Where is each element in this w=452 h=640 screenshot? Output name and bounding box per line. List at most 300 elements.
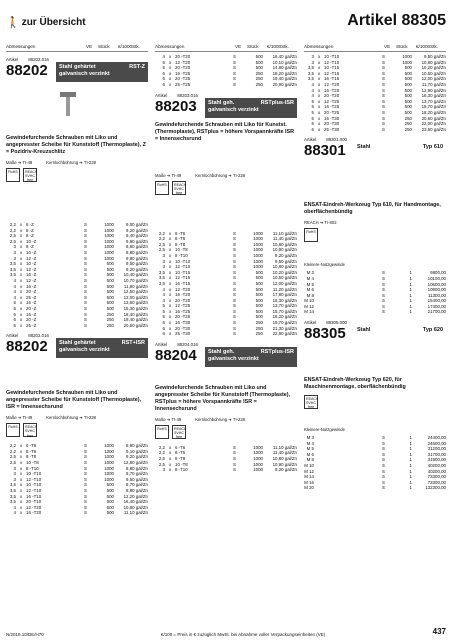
table-cell: S bbox=[382, 115, 385, 121]
table-cell: 1 bbox=[409, 479, 412, 485]
table-cell: x bbox=[20, 493, 23, 499]
table-cell: 20 -T20 bbox=[175, 297, 191, 303]
table-cell: 12 -T20 bbox=[175, 286, 191, 292]
table-row bbox=[155, 467, 297, 473]
table-cell: 1 bbox=[409, 485, 412, 491]
product-number: 88202 bbox=[6, 62, 48, 79]
table-cell: S bbox=[382, 281, 385, 287]
table-cell: M 10 bbox=[304, 463, 314, 469]
table-cell: x bbox=[20, 482, 23, 488]
table-cell: 6 bbox=[162, 76, 165, 82]
table-cell: 11300,00 bbox=[428, 292, 446, 298]
price-table-2 bbox=[155, 445, 297, 473]
table-cell: x bbox=[20, 510, 23, 516]
table-cell: 15400,00 bbox=[427, 298, 446, 304]
table-cell: 1 bbox=[409, 468, 412, 474]
table-cell: 17400,00 bbox=[427, 303, 446, 309]
table-cell: S bbox=[84, 454, 87, 460]
table-cell: S bbox=[233, 292, 236, 298]
table-cell: x bbox=[20, 222, 23, 227]
table-cell: 8,90 gal/Zn bbox=[126, 443, 148, 449]
table-cell: 25 -Z bbox=[26, 294, 37, 300]
table-cell: 5 bbox=[311, 98, 314, 104]
table-cell: 16 -Z bbox=[26, 300, 37, 306]
table-cell: 18,20 gal/Zn bbox=[272, 314, 297, 320]
table-cell: x bbox=[318, 70, 321, 76]
table-cell: 11,70 gal/Zn bbox=[421, 81, 446, 87]
subheading: Kleinere-Nutzgewinde bbox=[304, 427, 345, 433]
table-cell: 6 bbox=[13, 322, 16, 328]
table-cell: 6 bbox=[162, 81, 165, 87]
price-table-2 bbox=[304, 435, 446, 491]
table-cell: x bbox=[169, 269, 172, 275]
table-cell: 20 -T25 bbox=[324, 109, 340, 115]
table-cell: 10 -Z bbox=[26, 261, 37, 267]
table-cell: S bbox=[233, 314, 236, 320]
product-number: 88305 bbox=[304, 325, 346, 343]
table-cell: S bbox=[382, 463, 385, 469]
table-cell: 25 -T30 bbox=[324, 126, 340, 132]
table-cell: S bbox=[233, 331, 236, 337]
table-cell: x bbox=[169, 456, 172, 462]
table-cell: 10100,00 bbox=[427, 275, 446, 281]
table-cell: 500 bbox=[255, 286, 263, 292]
table-cell: x bbox=[169, 264, 172, 270]
table-cell: 1000 bbox=[104, 222, 114, 227]
table-cell: 1 bbox=[409, 281, 412, 287]
table-cell: S bbox=[382, 121, 385, 127]
table-cell: S bbox=[84, 322, 87, 328]
table-cell: M 10 bbox=[304, 298, 314, 304]
table-cell: 8 -T6 bbox=[26, 448, 37, 454]
table-cell: 500 bbox=[106, 305, 114, 311]
table-cell: 500 bbox=[106, 504, 114, 510]
table-cell: 1000 bbox=[104, 244, 114, 250]
table-cell: x bbox=[20, 454, 23, 460]
table-cell: S bbox=[84, 294, 87, 300]
table-cell: 500 bbox=[404, 104, 412, 110]
table-cell: x bbox=[169, 314, 172, 320]
table-cell: 16 -T10 bbox=[26, 493, 42, 499]
table-cell: 1000 bbox=[253, 264, 263, 270]
dimensions-link[interactable]: Maße ➔ TI-49 bbox=[6, 160, 33, 165]
table-cell: 10,40 gal/Zn bbox=[123, 272, 148, 278]
table-cell: 8 -Z bbox=[26, 233, 34, 239]
table-cell: 500 bbox=[106, 294, 114, 300]
table-cell: 9,20 gal/Zn bbox=[275, 467, 297, 473]
table-cell: 20 -T30 bbox=[324, 121, 340, 127]
table-cell: 250 bbox=[106, 322, 114, 328]
table-cell: x bbox=[318, 59, 321, 65]
table-cell: 8,70 gal/Zn bbox=[126, 471, 148, 477]
table-cell: 8 -T8 bbox=[175, 456, 186, 462]
table-cell: 20 -T25 bbox=[175, 76, 191, 82]
table-cell: 6 bbox=[162, 325, 165, 331]
table-cell: 8 -Z bbox=[26, 244, 34, 250]
table-cell: x bbox=[20, 277, 23, 283]
table-cell: 31700,00 bbox=[427, 451, 446, 457]
table-cell: 2,2 bbox=[158, 236, 165, 242]
table-cell: 1 bbox=[409, 463, 412, 469]
table-cell: S bbox=[84, 300, 87, 306]
table-cell: 10,20 gal/Zn bbox=[421, 65, 446, 71]
table-cell: 500 bbox=[255, 275, 263, 281]
table-cell: 73300,00 bbox=[427, 479, 446, 485]
table-cell: 12 -T10 bbox=[324, 59, 340, 65]
table-cell: x bbox=[169, 467, 172, 473]
table-cell: 5 bbox=[311, 109, 314, 115]
table-cell: 23,50 gal/Zn bbox=[421, 126, 446, 132]
table-cell: 2,5 bbox=[9, 460, 16, 466]
table-cell: 8 -T10 bbox=[26, 465, 39, 471]
table-cell: S bbox=[382, 457, 385, 463]
table-cell: x bbox=[318, 104, 321, 110]
pilot-hole-link[interactable]: Kernlochbohrung ➔ TI-228 bbox=[46, 160, 97, 165]
table-cell: M 6 bbox=[306, 451, 314, 457]
table-cell: 11,10 gal/Zn bbox=[272, 230, 297, 236]
table-cell: 5 bbox=[13, 300, 16, 306]
table-cell: 16 -T30 bbox=[324, 115, 340, 121]
table-cell: 16,40 gal/Zn bbox=[123, 499, 148, 505]
table-cell: 24600,00 bbox=[427, 440, 446, 446]
table-cell: S bbox=[233, 297, 236, 303]
table-cell: S bbox=[382, 93, 385, 99]
table-cell: 3 bbox=[162, 264, 165, 270]
table-cell: 8,80 gal/Zn bbox=[126, 465, 148, 471]
table-cell: 1000 bbox=[253, 241, 263, 247]
table-cell: 1 bbox=[409, 292, 412, 298]
table-cell: S bbox=[84, 277, 87, 283]
rohs-icon: RoHS bbox=[6, 423, 20, 437]
table-cell: x bbox=[169, 65, 172, 71]
table-cell: S bbox=[84, 238, 87, 244]
table-cell: x bbox=[20, 283, 23, 289]
table-cell: 16 -T20 bbox=[324, 87, 340, 93]
table-cell: 500 bbox=[106, 289, 114, 295]
table-cell: 22,90 gal/Zn bbox=[272, 331, 297, 337]
table-cell: 4 bbox=[311, 81, 314, 87]
table-cell: x bbox=[318, 87, 321, 93]
table-cell: S bbox=[233, 247, 236, 253]
subheading: Kleinere-Nutzgewinde bbox=[304, 262, 345, 268]
screw-image bbox=[6, 86, 148, 122]
table-cell: 4 bbox=[162, 292, 165, 298]
table-cell: x bbox=[169, 444, 172, 450]
reach-link[interactable]: REACH ➔ TI-802 bbox=[304, 220, 337, 226]
table-cell: 250 bbox=[255, 325, 263, 331]
back-label: zur Übersicht bbox=[21, 17, 86, 28]
table-cell: S bbox=[382, 59, 385, 65]
table-cell: 24400,00 bbox=[427, 435, 446, 441]
table-cell: 3 bbox=[13, 255, 16, 261]
table-cell: S bbox=[233, 54, 236, 59]
table-cell: 500 bbox=[255, 54, 263, 59]
table-cell: S bbox=[382, 87, 385, 93]
table-cell: 500 bbox=[255, 297, 263, 303]
table-cell: x bbox=[20, 266, 23, 272]
table-cell: 40200,00 bbox=[427, 463, 446, 469]
table-cell: 10,90 gal/Zn bbox=[272, 461, 297, 467]
table-cell: S bbox=[382, 468, 385, 474]
page-title: Artikel 88305 bbox=[347, 12, 446, 29]
table-cell: 6 bbox=[162, 331, 165, 337]
table-cell: 500 bbox=[404, 81, 412, 87]
table-cell: 12 -T10 bbox=[26, 476, 42, 482]
table-cell: x bbox=[169, 230, 172, 236]
table-cell: x bbox=[20, 244, 23, 250]
table-cell: 16 -Z bbox=[26, 311, 37, 317]
table-cell: 3 bbox=[162, 252, 165, 258]
table-cell: M 4 bbox=[306, 275, 314, 281]
product-number: 88202 bbox=[6, 338, 48, 356]
product-description: ENSAT-Eindreh-Werkzeug Typ 620, für Maschinenmontage, oberflächenbündig bbox=[304, 377, 406, 391]
table-cell: x bbox=[20, 294, 23, 300]
table-cell: 4 bbox=[162, 54, 165, 59]
table-cell: 9,20 gal/Zn bbox=[126, 227, 148, 233]
product-number: 88301 bbox=[304, 142, 346, 160]
table-cell: 10 -T8 bbox=[175, 247, 188, 253]
table-cell: 10600,00 bbox=[427, 281, 446, 287]
reach-icon: REACh SVHC free bbox=[25, 170, 37, 183]
table-cell: 6 bbox=[162, 320, 165, 326]
table-cell: 3,5 bbox=[9, 261, 16, 267]
dimensions-link[interactable]: Maße ➔ TI-49 bbox=[6, 415, 33, 421]
table-cell: 1000 bbox=[104, 448, 114, 454]
product-number: 88203 bbox=[155, 97, 197, 115]
table-cell: 3,5 bbox=[9, 488, 16, 494]
table-cell: x bbox=[20, 261, 23, 267]
table-cell: 10 -T10 bbox=[175, 258, 191, 264]
back-to-overview-link[interactable] bbox=[6, 16, 86, 29]
reach-icon: REACh SVHC free bbox=[174, 182, 186, 195]
table-cell: S bbox=[84, 476, 87, 482]
table-cell: S bbox=[382, 109, 385, 115]
table-cell: 250 bbox=[404, 126, 412, 132]
table-cell: 9,20 gal/Zn bbox=[275, 252, 297, 258]
table-cell: 9,50 gal/Zn bbox=[424, 54, 446, 59]
table-cell: x bbox=[169, 308, 172, 314]
table-cell: x bbox=[318, 126, 321, 132]
table-cell: 14,80 gal/Zn bbox=[272, 65, 297, 71]
table-cell: 3 bbox=[13, 244, 16, 250]
table-cell: 12 -T15 bbox=[324, 70, 340, 76]
table-cell: 8 -T6 bbox=[175, 236, 186, 242]
table-cell: 1 bbox=[409, 435, 412, 441]
table-cell: x bbox=[318, 76, 321, 82]
table-cell: 9,20 gal/Zn bbox=[126, 266, 148, 272]
table-cell: 19,70 gal/Zn bbox=[272, 320, 297, 326]
table-cell: 10,80 gal/Zn bbox=[272, 264, 297, 270]
table-cell: 1000 bbox=[253, 461, 263, 467]
table-cell: S bbox=[84, 448, 87, 454]
table-cell: S bbox=[233, 308, 236, 314]
table-cell: 1000 bbox=[104, 471, 114, 477]
table-cell: 10 -Z bbox=[26, 249, 37, 255]
table-row bbox=[155, 82, 297, 88]
product-88203: Artikel 88203.016 88203 Stahl geh. RSTplus-ISR galvanisch verzinkt Gewindefurchende Schrauben mit Liko für Kunstst. (Thermoplaste), RSTplus = höhere Vorspannkräfte ISR = Innensechsrund Maße ➔ TI-49 Kernlochbohrung ➔ TI-228 RoHS REACh SVHC free bbox=[155, 93, 297, 227]
product-description: Gewindefurchende Schrauben mit Liko für Kunstst. (Thermoplaste), RSTplus = höhere Vorspannkräfte ISR = Innensechsrund bbox=[155, 121, 295, 142]
table-cell: 9,90 gal/Zn bbox=[126, 238, 148, 244]
footer-code: N/2019.10/DE/H70 bbox=[6, 632, 44, 637]
table-cell: 10 -Z bbox=[26, 238, 37, 244]
table-row bbox=[304, 309, 446, 315]
table-cell: 2,5 bbox=[9, 238, 16, 244]
table-cell: 8 -T10 bbox=[175, 252, 188, 258]
table-cell: x bbox=[169, 81, 172, 87]
table-cell: 1000 bbox=[104, 443, 114, 449]
table-cell: S bbox=[233, 450, 236, 456]
table-cell: x bbox=[20, 249, 23, 255]
pilot-hole-link[interactable]: Kernlochbohrung ➔ TI-228 bbox=[195, 172, 246, 178]
table-cell: S bbox=[233, 325, 236, 331]
table-cell: 12 -T15 bbox=[175, 275, 191, 281]
column-3 bbox=[304, 44, 446, 491]
table-cell: 11,40 gal/Zn bbox=[272, 236, 297, 242]
table-cell: S bbox=[84, 471, 87, 477]
table-cell: x bbox=[169, 70, 172, 76]
table-cell: 12 -T20 bbox=[324, 81, 340, 87]
table-cell: S bbox=[233, 280, 236, 286]
table-cell: 3,5 bbox=[9, 272, 16, 278]
table-cell: x bbox=[318, 98, 321, 104]
table-cell: S bbox=[84, 510, 87, 516]
table-cell: 2,5 bbox=[9, 233, 16, 239]
table-cell: 3 bbox=[311, 54, 314, 59]
table-cell: 500 bbox=[404, 98, 412, 104]
table-cell: x bbox=[20, 317, 23, 323]
table-cell: 22,00 gal/Zn bbox=[421, 121, 446, 127]
table-header: Abmessungen VE Stück €/1000Stk. bbox=[304, 44, 446, 52]
table-cell: 500 bbox=[255, 292, 263, 298]
table-cell: 500 bbox=[404, 65, 412, 71]
table-cell: 12,50 gal/Zn bbox=[123, 289, 148, 295]
table-cell: 16 -T25 bbox=[324, 104, 340, 110]
table-cell: M 14 bbox=[304, 474, 314, 480]
table-cell: x bbox=[169, 59, 172, 65]
table-cell: 1000 bbox=[104, 238, 114, 244]
table-cell: S bbox=[84, 311, 87, 317]
table-cell: S bbox=[233, 275, 236, 281]
product-description: Gewindefurchende Schrauben mit Liko und angepresster Scheibe für Kunststoff (Thermoplaste), ISR = Innensechsrund bbox=[6, 390, 142, 411]
table-cell: 1000 bbox=[104, 249, 114, 255]
table-cell: x bbox=[20, 499, 23, 505]
table-cell: x bbox=[169, 236, 172, 242]
table-cell: S bbox=[233, 81, 236, 87]
table-cell: S bbox=[84, 289, 87, 295]
column-2 bbox=[155, 44, 297, 473]
table-cell: 2,2 bbox=[9, 443, 16, 449]
table-cell: S bbox=[233, 258, 236, 264]
product-88204: Artikel 88204.016 88204 Stahl geh. RSTplus-ISR galvanisch verzinkt Gewindefurchende Schrauben mit Liko und angepresster Scheibe für Kunststoff (Thermoplaste), RSTplus = höhere Vorspannkräfte ISR = Innensechsrund Maße ➔ TI-49 Kernlochbohrung ➔ TI-228 RoHS REACh SVHC free bbox=[155, 342, 297, 439]
table-cell: 20 -T20 bbox=[175, 54, 191, 59]
table-cell: 16,40 gal/Zn bbox=[272, 54, 297, 59]
table-cell: M 12 bbox=[304, 468, 314, 474]
table-cell: 20 -Z bbox=[26, 289, 37, 295]
table-cell: 11,80 gal/Zn bbox=[123, 283, 148, 289]
table-cell: 1000 bbox=[104, 255, 114, 261]
table-cell: S bbox=[84, 443, 87, 449]
table-cell: 132300,00 bbox=[425, 485, 446, 491]
table-cell: 4 bbox=[13, 294, 16, 300]
table-cell: S bbox=[84, 244, 87, 250]
table-cell: 31900,00 bbox=[427, 457, 446, 463]
table-cell: 10,20 gal/Zn bbox=[272, 269, 297, 275]
table-cell: 2,5 bbox=[158, 461, 165, 467]
table-cell: x bbox=[169, 76, 172, 82]
table-row bbox=[304, 485, 446, 491]
table-cell: 13,70 gal/Zn bbox=[421, 98, 446, 104]
table-cell: 10 -T10 bbox=[26, 471, 42, 477]
table-cell: 1 bbox=[409, 451, 412, 457]
table-cell: 11,10 gal/Zn bbox=[272, 444, 297, 450]
table-cell: x bbox=[169, 247, 172, 253]
table-cell: x bbox=[20, 305, 23, 311]
table-cell: M 20 bbox=[304, 485, 314, 491]
table-cell: 20 -Z bbox=[26, 317, 37, 323]
table-header: Abmessungen VE Stück €/1000Stk. bbox=[6, 44, 148, 52]
table-cell: 250 bbox=[404, 115, 412, 121]
table-cell: 10 -T15 bbox=[175, 269, 191, 275]
table-cell: S bbox=[84, 465, 87, 471]
dimensions-link[interactable]: Maße ➔ TI-49 bbox=[155, 416, 182, 422]
table-cell: 500 bbox=[106, 272, 114, 278]
table-cell: 6 -T6 bbox=[175, 444, 186, 450]
table-cell: S bbox=[233, 461, 236, 467]
table-cell: 3,5 bbox=[9, 493, 16, 499]
product-description: Gewindefurchende Schrauben mit Liko und angepresster Scheibe für Kunststoff (Thermoplaste), Z = Pozidriv-Kreuzschlitz bbox=[6, 135, 146, 155]
table-cell: 1000 bbox=[253, 236, 263, 242]
table-cell: S bbox=[382, 270, 385, 276]
table-cell: 500 bbox=[106, 283, 114, 289]
table-cell: 500 bbox=[404, 70, 412, 76]
table-cell: x bbox=[20, 300, 23, 306]
table-cell: 500 bbox=[255, 303, 263, 309]
table-cell: 2,2 bbox=[158, 230, 165, 236]
table-cell: x bbox=[169, 241, 172, 247]
dimensions-link[interactable]: Maße ➔ TI-49 bbox=[155, 172, 182, 178]
table-cell: S bbox=[233, 303, 236, 309]
table-cell: 12,00 gal/Zn bbox=[421, 76, 446, 82]
table-cell: S bbox=[233, 467, 236, 473]
table-cell: 250 bbox=[106, 311, 114, 317]
table-cell: 3 bbox=[13, 471, 16, 477]
pilot-hole-link[interactable]: Kernlochbohrung ➔ TI-228 bbox=[195, 416, 246, 422]
table-cell: S bbox=[84, 272, 87, 278]
table-cell: 250 bbox=[255, 331, 263, 337]
table-cell: 1000 bbox=[104, 465, 114, 471]
table-cell: x bbox=[318, 121, 321, 127]
table-cell: M 3 bbox=[306, 270, 314, 276]
table-cell: S bbox=[233, 456, 236, 462]
table-cell: 10,10 gal/Zn bbox=[272, 59, 297, 65]
product-description: Gewindefurchende Schrauben mit Liko und angepresster Scheibe für Kunststoff (Thermoplaste), RSTplus = höhere Vorspannkräfte ISR = Innensechsrund bbox=[155, 384, 291, 412]
table-cell: x bbox=[169, 286, 172, 292]
table-cell: S bbox=[84, 317, 87, 323]
table-cell: S bbox=[84, 482, 87, 488]
table-cell: 3 bbox=[13, 465, 16, 471]
table-cell: S bbox=[84, 504, 87, 510]
table-cell: 2,2 bbox=[158, 444, 165, 450]
table-cell: 15,70 gal/Zn bbox=[272, 308, 297, 314]
reach-icon: REACh SVHC free bbox=[306, 397, 318, 410]
table-cell: 1 bbox=[409, 275, 412, 281]
pilot-hole-link[interactable]: Kernlochbohrung ➔ TI-228 bbox=[46, 415, 97, 421]
table-cell: 8,80 gal/Zn bbox=[126, 488, 148, 494]
table-cell: 16 -Z bbox=[26, 272, 37, 278]
column-1 bbox=[6, 44, 148, 516]
table-cell: 20,90 gal/Zn bbox=[272, 81, 297, 87]
table-cell: 9,20 gal/Zn bbox=[126, 454, 148, 460]
